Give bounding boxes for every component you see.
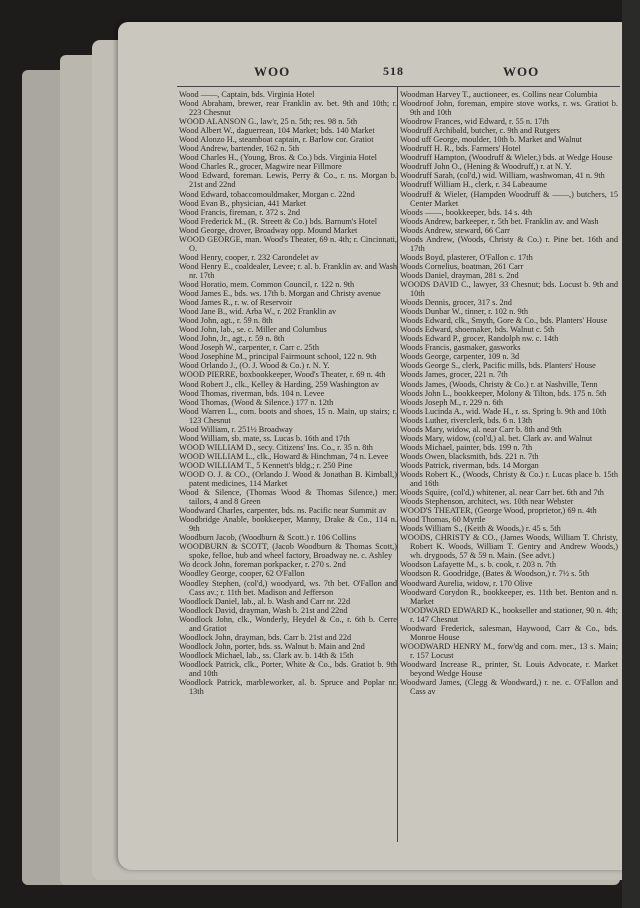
directory-entry: Woodlock Daniel, lab., al. b. Wash and Carr nr. 22d — [179, 596, 351, 606]
directory-entry: Wood Charles H., (Young, Bros. & Co.) bds. Virginia Hotel — [179, 153, 377, 163]
directory-entry: Woodlock John, porter, bds. ss. Walnut b. Main and 2nd — [179, 641, 365, 651]
directory-entry: Wood John, lab., se. c. Miller and Columbus — [179, 325, 327, 335]
directory-entry: WOODBURN & SCOTT, (Jacob Woodburn & Thomas Scott,) spoke, felloe, hub and wheel factory, Broadway ne. c. Ashley — [179, 542, 397, 561]
directory-entry: Woods James, (Woods, Christy & Co.) r. at Nashville, Tenn — [400, 379, 598, 389]
directory-entry: Woodruff Sarah, (col'd,) wid. William, washwoman, 41 n. 9th — [400, 171, 605, 181]
directory-entry: Wood John, agt., r. 59 n. 8th — [179, 316, 273, 326]
directory-entry: Woodward Aurelia, widow, r. 170 Olive — [400, 578, 533, 588]
directory-entry: Wood Andrew, bartender, 162 n. 5th — [179, 144, 300, 154]
directory-entry: Wood Jane B., wid. Arba W., r. 202 Franklin av — [179, 307, 337, 317]
directory-entry: Wood Orlando J., (O. J. Wood & Co.) r. N. Y. — [179, 361, 330, 371]
directory-entry: Wood Francis, fireman, r. 372 s. 2nd — [179, 207, 301, 217]
directory-entry: Woodward Charles, carpenter, bds. ns. Pacific near Summit av — [179, 506, 387, 516]
directory-entry: Woodlock David, drayman, Wash b. 21st and 22nd — [179, 605, 348, 615]
directory-entry: Woods Patrick, riverman, bds. 14 Morgan — [400, 460, 539, 470]
directory-entry: Woods Andrew, barkeeper, r. 5th bet. Franklin av. and Wash — [400, 216, 599, 226]
directory-entry: Woods Boyd, plasterer, O'Fallon c. 17th — [400, 252, 533, 262]
directory-entry: Woods Michael, painter, bds. 199 n. 7th — [400, 442, 533, 452]
directory-entry: Wood Warren L., com. boots and shoes, 15 n. Main, up stairs; r. 123 Chesnut — [179, 406, 397, 425]
directory-entry: Woodruff Hampton, (Woodruff & Wieler,) bds. at Wedge House — [400, 153, 613, 163]
directory-entry: Wood William, r. 251½ Broadway — [179, 424, 293, 434]
directory-entry: Wood Evan B., physician, 441 Market — [179, 198, 306, 208]
directory-entry: WOOD WILLIAM D., secy. Citizens' Ins. Co., r. 35 n. 8th — [179, 442, 373, 452]
directory-entry: WOODS, CHRISTY & CO., (James Woods, William T. Christy, Robert K. Woods, William T. Gentry and Andrew Woods,) wh. drygoods, 57 & 59 n. Main. (See advt.) — [400, 533, 618, 561]
directory-entry: Woods Andrew, (Woods, Christy & Co.) r. Pine bet. 16th and 17th — [400, 234, 618, 253]
directory-entry: Woodman Harvey T., auctioneer, es. Collins near Columbia — [400, 90, 598, 99]
directory-entry: Woodson R. Goodridge, (Bates & Woodson,) r. 7½ s. 5th — [400, 569, 590, 579]
directory-entry: Wo dcock John, foreman porkpacker, r. 270 s. 2nd — [179, 560, 346, 570]
directory-entry: Woodward James, (Clegg & Woodward,) r. ne. c. O'Fallon and Cass av — [400, 678, 618, 697]
directory-entry: Woods Edward, clk., Smyth, Gore & Co., bds. Planters' House — [400, 316, 608, 326]
directory-entry: WOOD O. J. & CO., (Orlando J. Wood & Jonathan B. Kimball,) patent medicines, 114 Market — [179, 469, 397, 489]
left-column — [179, 90, 397, 696]
directory-entry: Wood Thomas, 60 Myrtle — [400, 515, 486, 525]
directory-entry: Woodruff John O., (Hening & Woodruff,) r. at N. Y. — [400, 162, 572, 172]
directory-entry: Woodson Lafayette M., s. b. cook, r. 203 n. 7th — [400, 560, 557, 570]
directory-entry: Woodruff H. R., bds. Farmers' Hotel — [400, 144, 521, 154]
directory-entry: Wood Abraham, brewer, rear Franklin av. bet. 9th and 10th; r. 223 Chesnut — [179, 99, 397, 118]
directory-entry: Woods Andrew, steward, 66 Carr — [400, 225, 510, 235]
directory-entry: Woods Joseph M., r. 229 n. 6th — [400, 397, 504, 407]
directory-entry: Woods Francis, gasmaker, gasworks — [400, 343, 521, 353]
directory-entry: Woods Edward P., grocer, Randolph nw. c. 14th — [400, 334, 559, 344]
directory-entry: Woods George S., clerk, Pacific mills, bds. Planters' House — [400, 361, 596, 371]
directory-entry: Wood Thomas, riverman, bds. 104 n. Levee — [179, 388, 325, 398]
directory-entry: Wood John, Jr., agt., r. 59 n. 8th — [179, 334, 285, 344]
directory-entry: WOOD WILLIAM T., 5 Kennett's bldg.; r. 250 Pine — [179, 460, 353, 470]
directory-entry: Woods Edward, shoemaker, bds. Walnut c. 5th — [400, 325, 555, 335]
right-column — [400, 90, 618, 696]
directory-entry: Woodlock John, clk., Wonderly, Heydel & Co., r. 6th b. Cerre and Gratiot — [179, 614, 397, 633]
directory-entry: Wood William, sb. mate, ss. Lucas b. 16th and 17th — [179, 433, 350, 443]
directory-entry: Wood Henry E., coaldealer, Levee; r. al. b. Franklin av. and Wash nr. 17th — [179, 261, 397, 280]
directory-entry: WOODWARD HENRY M., forw'dg and com. mer., 13 s. Main; r. 157 Locust — [400, 641, 618, 660]
directory-entry: Wood Henry, cooper, r. 232 Carondelet av — [179, 252, 319, 262]
directory-entry: Woods Dennis, grocer, 317 s. 2nd — [400, 298, 512, 308]
directory-entry: Wood Joseph W., carpenter, r. Carr c. 25th — [179, 343, 320, 353]
directory-entry: Woods James, grocer, 221 n. 7th — [400, 370, 508, 380]
directory-entry: Woodley Stephen, (col'd,) woodyard, ws. 7th bet. O'Fallon and Cass av.; r. 11th bet. Madison and Jefferson — [179, 578, 397, 597]
directory-entry: Wood Alonzo H., steamboat captain, r. Barlow cor. Gratiot — [179, 135, 374, 145]
directory-entry: Woodruff & Wieler, (Hampden Woodruff & ——,) butchers, 15 Center Market — [400, 189, 618, 208]
directory-entry: WOOD WILLIAM L., clk., Howard & Hinchman, 74 n. Levee — [179, 451, 389, 461]
directory-entry: Wood Edward, tobaccomouldmaker, Morgan c. 22nd — [179, 189, 355, 199]
directory-entry: Woods Dunbar W., tinner, r. 102 n. 9th — [400, 307, 529, 317]
directory-entry: Woodward Frederick, salesman, Haywood, Carr & Co., bds. Monroe House — [400, 623, 618, 642]
directory-entry: Woodlock Patrick, marbleworker, al. b. Spruce and Poplar nr. 13th — [179, 678, 397, 697]
directory-entry: Woodley George, cooper, 62 O'Fallon — [179, 569, 305, 579]
directory-entry: Woods John L., bookkeeper, Molony & Tilton, bds. 175 n. 5th — [400, 388, 607, 398]
running-head-right: WOO — [503, 64, 540, 79]
directory-entry: Woodroof John, foreman, empire stove works, r. ws. Gratiot b. 9th and 10th — [400, 99, 618, 118]
directory-entry: Woodbridge Anable, bookkeeper, Manny, Drake & Co., 114 n. 9th — [179, 515, 397, 534]
directory-entry: Wood James E., bds. ws. 17th b. Morgan and Christy avenue — [179, 289, 381, 299]
header-rule — [177, 86, 620, 87]
directory-entry: Woodburn Jacob, (Woodburn & Scott.) r. 106 Collins — [179, 533, 357, 543]
directory-entry: Woods Lucinda A., wid. Wade H., r. ss. Spring b. 9th and 10th — [400, 406, 607, 416]
directory-entry: Woodruff Archibald, butcher, c. 9th and Rutgers — [400, 126, 560, 136]
directory-entry: Woodward Corydon R., bookkeeper, es. 11th bet. Benton and n. Market — [400, 587, 618, 606]
directory-entry: Woods Cornelius, boatman, 261 Carr — [400, 261, 524, 271]
directory-entry: Woodrow Frances, wid Edward, r. 55 n. 17th — [400, 117, 549, 127]
directory-entry: Wood Horatio, mem. Common Council, r. 122 n. 9th — [179, 279, 355, 289]
directory-entry: Woodlock Patrick, clk., Porter, White & Co., bds. Gratiot b. 9th and 10th — [179, 659, 397, 678]
directory-entry: WOOD'S THEATER, (George Wood, proprietor,) 69 n. 4th — [400, 506, 597, 516]
directory-entry: Woods Luther, riverclerk, bds. 6 n. 13th — [400, 415, 533, 425]
directory-entry: Woods Stephenson, architect, ws. 10th near Webster — [400, 497, 574, 507]
directory-entry: Woods ——, bookkeeper, bds. 14 s. 4th — [400, 207, 533, 217]
directory-entry: Wood Thomas, (Wood & Silence.) 177 n. 12th — [179, 397, 334, 407]
page-number: 518 — [383, 64, 404, 78]
directory-entry: Wood Frederick M., (R. Streett & Co.) bds. Barnum's Hotel — [179, 216, 378, 226]
directory-entry: Woods Squire, (col'd,) whitener, al. near Carr bet. 6th and 7th — [400, 488, 604, 498]
column-divider — [397, 87, 398, 842]
directory-entry: Wood Albert W., daguerrean, 104 Market; bds. 140 Market — [179, 126, 375, 136]
directory-entry: Woodlock John, drayman, bds. Carr b. 21st and 22d — [179, 632, 352, 642]
directory-entry: WOOD GEORGE, man. Wood's Theater, 69 n. 4th; r. Cincinnati, O. — [179, 234, 397, 253]
directory-entry: WOODS DAVID C., lawyer, 33 Chesnut; bds. Locust b. 9th and 10th — [400, 279, 618, 299]
directory-entry: Wood Robert J., clk., Kelley & Harding, 259 Washington av — [179, 379, 379, 389]
directory-entry: Wood George, drover, Broadway opp. Mound Market — [179, 225, 358, 235]
directory-entry: Woodlock Michael, lab., ss. Clark av. b. 14th & 15th — [179, 650, 354, 660]
directory-entry: WOOD ALANSON G., law'r, 25 n. 5th; res. 98 n. 5th — [179, 117, 358, 127]
directory-entry: Wood Josephine M., principal Fairmount school, 122 n. 9th — [179, 352, 377, 362]
directory-entry: Wood Edward, foreman. Lewis, Perry & Co., r. ns. Morgan b. 21st and 22nd — [179, 171, 397, 190]
book-edge — [622, 0, 640, 908]
directory-entry: Woodruff William H., clerk, r. 34 Labeaume — [400, 180, 548, 190]
running-head-left: WOO — [254, 64, 291, 79]
directory-entry: Woods George, carpenter, 109 n. 3d — [400, 352, 520, 362]
directory-entry: Wood Charles R., grocer, Magwire near Fillmore — [179, 162, 342, 172]
directory-entry: Woods Owen, blacksmith, bds. 221 n. 7th — [400, 451, 539, 461]
directory-entry: Woods William S., (Keith & Woods,) r. 45 s. 5th — [400, 524, 561, 534]
directory-entry: Woods Robert K., (Woods, Christy & Co.) r. Lucas place b. 15th and 16th — [400, 469, 618, 489]
directory-entry: Wood James R., r. w. of Reservoir — [179, 298, 293, 308]
directory-entry: WOOD PIERRE, boxbookkeeper, Wood's Theater, r. 69 n. 4th — [179, 370, 386, 380]
directory-entry: WOODWARD EDWARD K., bookseller and stationer, 90 n. 4th; r. 147 Chesnut — [400, 605, 618, 624]
directory-entry: Wood & Silence, (Thomas Wood & Thomas Silence,) mer. tailors, 4 and 8 Green — [179, 488, 397, 507]
directory-entry: Wood uff George, moulder, 10th b. Market and Walnut — [400, 135, 582, 145]
directory-entry: Woods Mary, widow, al. near Carr b. 8th and 9th — [400, 424, 562, 434]
directory-entry: Wood ——, Captain, bds. Virginia Hotel — [179, 90, 315, 99]
directory-entry: Woods Daniel, drayman, 281 s. 2nd — [400, 270, 519, 280]
directory-entry: Woodward Increase R., printer, St. Louis Advocate, r. Market beyond Wedge House — [400, 659, 618, 678]
directory-entry: Woods Mary, widow, (col'd,) al. bet. Clark av. and Walnut — [400, 433, 593, 443]
